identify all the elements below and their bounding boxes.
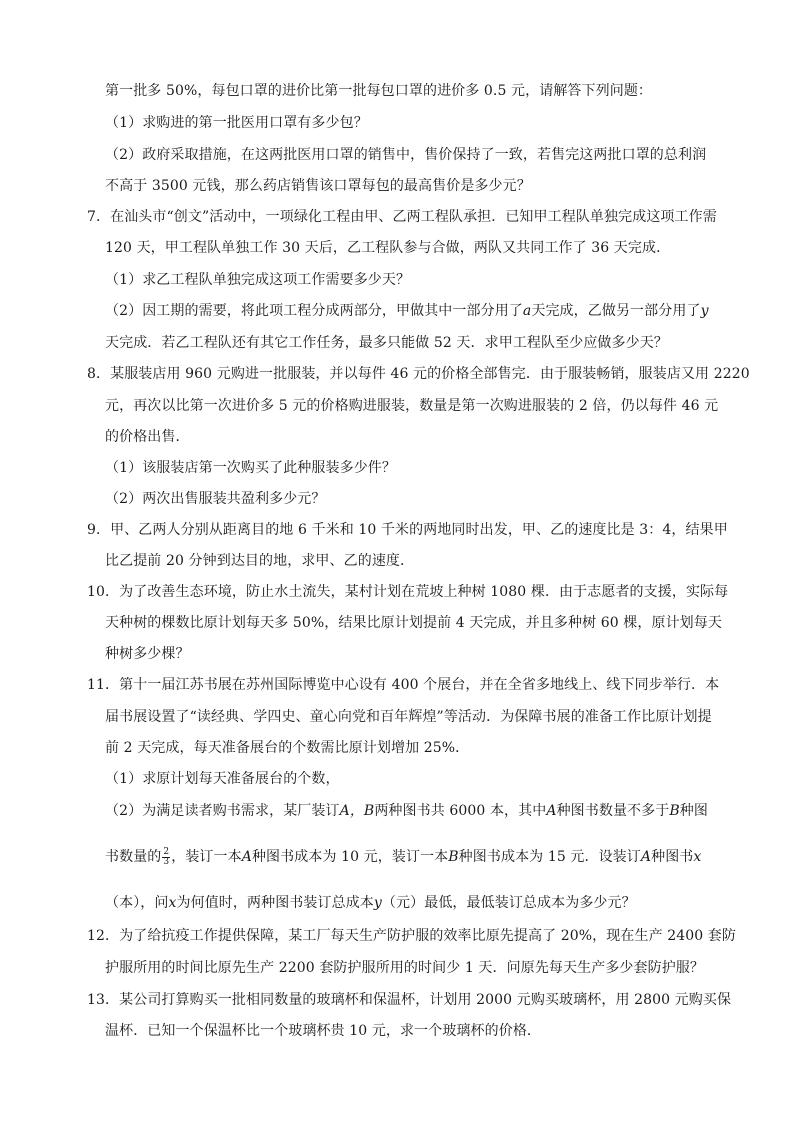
text-line bbox=[105, 301, 709, 321]
math-var-A: A bbox=[640, 849, 652, 865]
math-var-ab: A，B bbox=[339, 803, 375, 819]
text-line bbox=[105, 801, 708, 821]
text-line: （2）政府采取措施，在这两批医用口罩的销售中，售价保持了一致，若售完这两批口罩的总利润 bbox=[105, 147, 707, 163]
text-line: 120 天，甲工程队单独工作 30 天后，乙工程队参与合做，两队又共同工作了 36 天完成． bbox=[105, 240, 671, 256]
text-segment: （2）因工期的需要，将此项工程分成两部分，甲做其中一部分用了 bbox=[105, 303, 523, 319]
text-line: 护服所用的时间比原先生产 2200 套防护服所用的时间少 1 天．问原先每天生产多少套防护服？ bbox=[105, 960, 705, 976]
text-line: 前 2 天完成，每天准备展台的个数需比原计划增加 25%． bbox=[105, 740, 470, 756]
text-line: 届书展设置了“读经典、学四史、童心向党和百年辉煌”等活动．为保障书展的准备工作比原计划提 bbox=[105, 709, 712, 725]
text-segment: 书数量的 bbox=[105, 849, 162, 865]
text-line: 天完成．若乙工程队还有其它工作任务，最多只能做 52 天．求甲工程队至少应做多少天？ bbox=[105, 335, 668, 351]
math-var-A: A bbox=[241, 849, 252, 865]
text-line: 的价格出售． bbox=[105, 429, 190, 445]
fraction-two-thirds bbox=[162, 848, 170, 867]
text-segment: 两种图书共 6000 本，其中 bbox=[374, 803, 547, 819]
fraction-denominator: 3 bbox=[163, 856, 170, 867]
text-line: （1）求乙工程队单独完成这项工作需要多少天？ bbox=[105, 272, 411, 288]
math-var-A: A bbox=[546, 803, 557, 819]
problem-11: 11．第十一届江苏书展在苏州国际博览中心设有 400 个展台，并在全省多地线上、线下同步举行．本 bbox=[87, 677, 720, 693]
text-line: （1）求原计划每天准备展台的个数， bbox=[105, 771, 340, 787]
text-segment: 种图书成本为 15 元．设装订 bbox=[458, 849, 641, 865]
text-line: 元，再次以比第一次进价多 5 元的价格购进服装，数量是第一次购进服装的 2 倍，仍以每件 46 元 bbox=[105, 398, 719, 414]
text-segment: 种图书 bbox=[651, 849, 694, 865]
text-segment: 为何值时，两种图书装订总成本 bbox=[176, 895, 374, 911]
text-line: 第一批多 50%，每包口罩的进价比第一批每包口罩的进价多 0.5 元，请解答下列问题： bbox=[105, 83, 653, 99]
text-line: （2）两次出售服装共盈利多少元？ bbox=[105, 491, 326, 507]
text-line: 比乙提前 20 分钟到达目的地，求甲、乙的速度． bbox=[105, 553, 415, 569]
math-var-y: y bbox=[700, 303, 709, 319]
problem-7: 7．在汕头市“创文”活动中，一项绿化工程由甲、乙两工程队承担．已知甲工程队单独完成这项工作需 bbox=[87, 209, 717, 225]
text-segment: 种图 bbox=[679, 803, 708, 819]
problem-10: 10．为了改善生态环境，防止水土流失，某村计划在荒坡上种树 1080 棵．由于志愿者的支援，实际每 bbox=[87, 584, 729, 600]
fraction-numerator: 2 bbox=[163, 846, 170, 857]
text-segment: ，装订一本 bbox=[171, 849, 242, 865]
problem-9: 9．甲、乙两人分别从距离目的地 6 千米和 10 千米的两地同时出发，甲、乙的速度比是 3：4，结果甲 bbox=[87, 522, 728, 538]
text-segment: （元）最低，最低装订总成本为多少元？ bbox=[381, 895, 636, 911]
text-line: 不高于 3500 元钱，那么药店销售该口罩每包的最高售价是多少元？ bbox=[105, 178, 531, 194]
text-segment: 天完成，乙做另一部分用了 bbox=[531, 303, 701, 319]
text-segment: （本），问 bbox=[105, 895, 169, 911]
math-var-y: y bbox=[373, 895, 382, 911]
text-line bbox=[105, 847, 701, 867]
problem-8: 8．某服装店用 960 元购进一批服装，并以每件 46 元的价格全部售完．由于服装畅销，服装店又用 2220 bbox=[87, 366, 750, 382]
text-segment: 种图书数量不多于 bbox=[556, 803, 670, 819]
text-segment: 种图书成本为 10 元，装订一本 bbox=[251, 849, 449, 865]
math-var-x: x bbox=[693, 849, 702, 865]
text-line: （1）求购进的第一批医用口罩有多少包？ bbox=[105, 115, 368, 131]
math-var-a: a bbox=[522, 303, 532, 319]
math-var-x: x bbox=[168, 895, 177, 911]
text-line bbox=[105, 893, 636, 913]
text-line: 天种树的棵数比原计划每天多 50%，结果比原计划提前 4 天完成，并且多种树 60 棵，原计划每天 bbox=[105, 615, 722, 631]
math-var-B: B bbox=[448, 849, 459, 865]
problem-13: 13．某公司打算购买一批相同数量的玻璃杯和保温杯，计划用 2000 元购买玻璃杯，用 2800 元购买保 bbox=[87, 992, 732, 1008]
text-line: 温杯．已知一个保温杯比一个玻璃杯贵 10 元，求一个玻璃杯的价格． bbox=[105, 1023, 542, 1039]
text-segment: （2）为满足读者购书需求，某厂装订 bbox=[105, 803, 340, 819]
text-line: 种树多少棵？ bbox=[105, 646, 190, 662]
text-line: （1）该服装店第一次购买了此种服装多少件？ bbox=[105, 460, 397, 476]
problem-12: 12．为了给抗疫工作提供保障，某工厂每天生产防护服的效率比原先提高了 20%，现在生产 2400 套防 bbox=[87, 928, 737, 944]
math-var-B: B bbox=[669, 803, 680, 819]
